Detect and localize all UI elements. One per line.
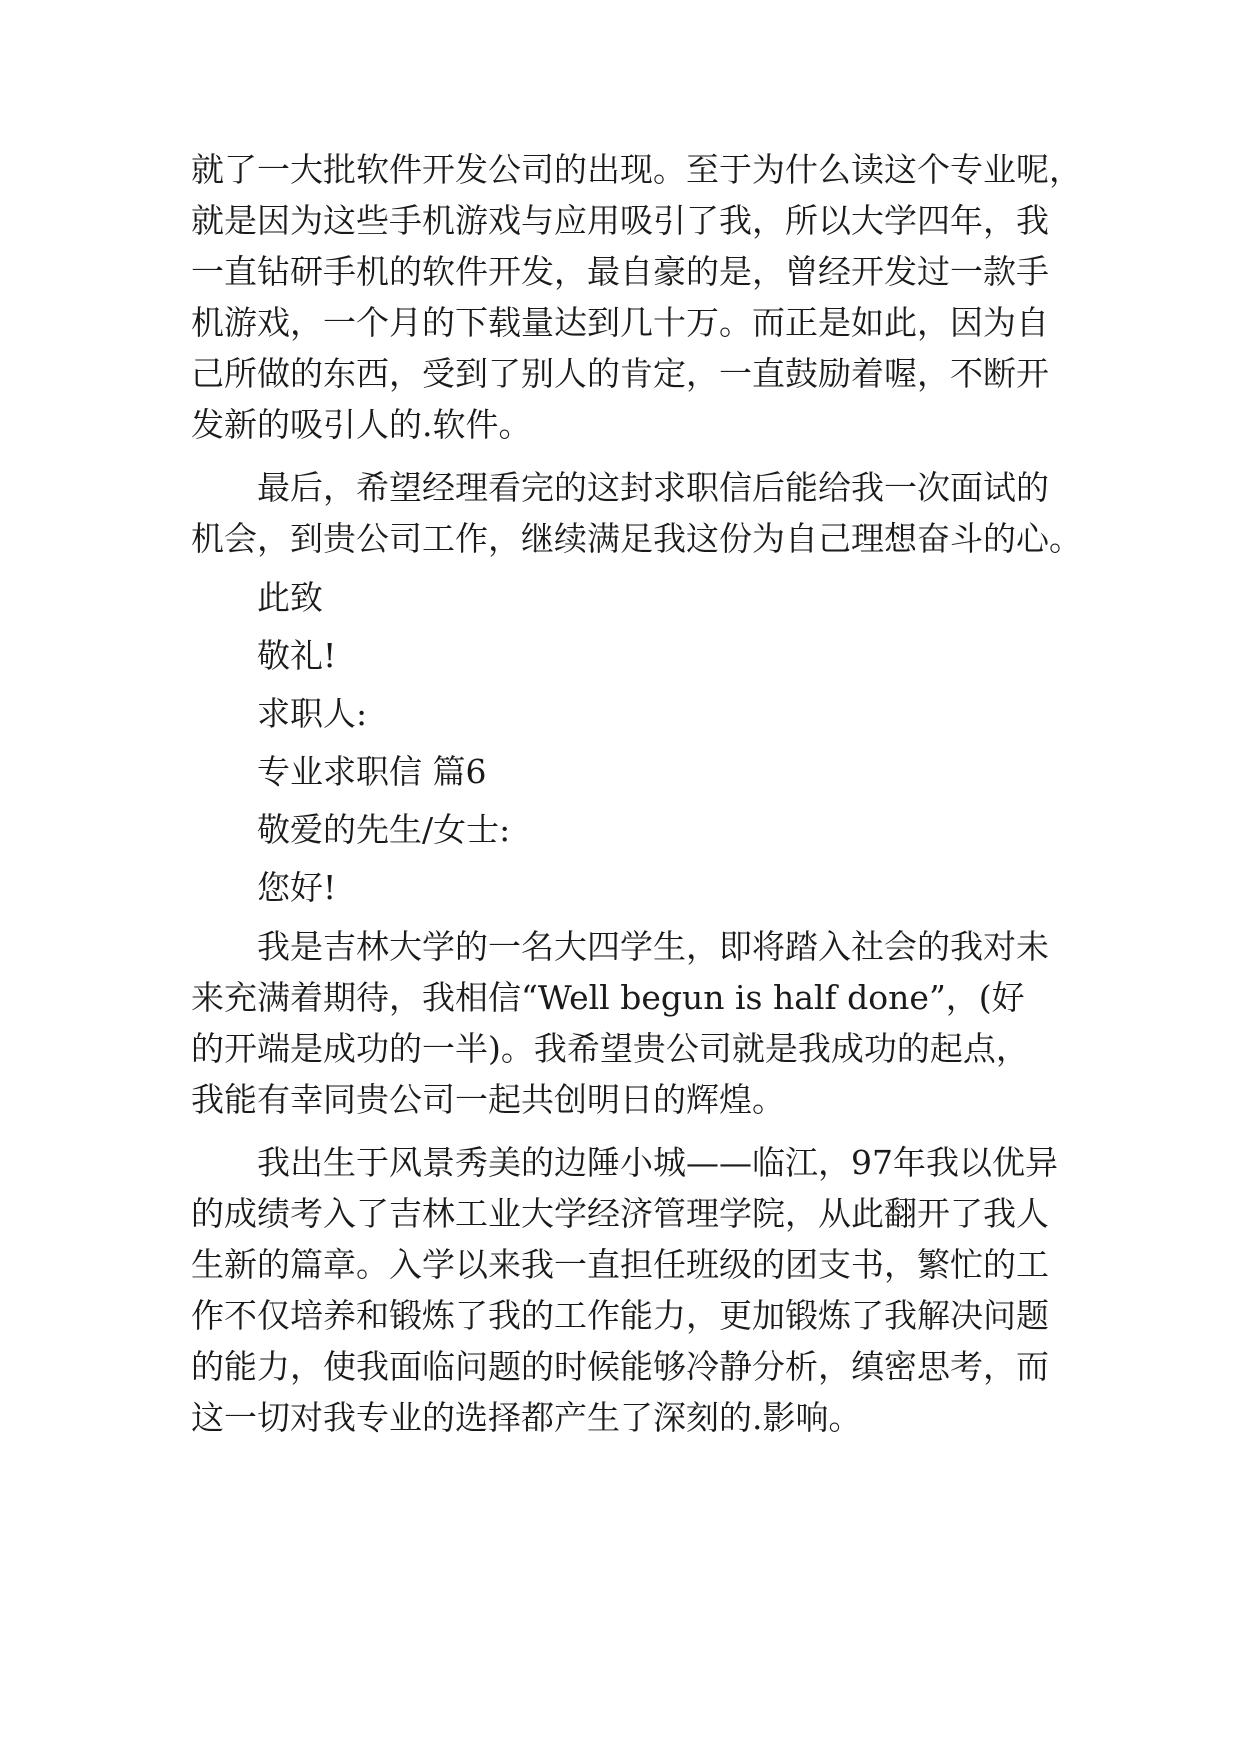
text-line: 己所做的东西，受到了别人的肯定，一直鼓励着喔，不断开 xyxy=(191,354,1049,393)
text-line: 来充满着期待，我相信“Well begun is half done”，(好 xyxy=(191,978,1025,1017)
text-line: 生新的篇章。入学以来我一直担任班级的团支书，繁忙的工 xyxy=(191,1245,1049,1284)
text-line: 我能有幸同贵公司一起共创明日的辉煌。 xyxy=(191,1080,785,1119)
text-line: 发新的吸引人的.软件。 xyxy=(191,405,532,444)
text-line: 就是因为这些手机游戏与应用吸引了我，所以大学四年，我 xyxy=(191,201,1049,240)
text-line: 最后，希望经理看完的这封求职信后能给我一次面试的 xyxy=(257,468,1049,507)
text-line: 作不仅培养和锻炼了我的工作能力，更加锻炼了我解决问题 xyxy=(191,1296,1049,1335)
text-line: 一直钻研手机的软件开发，最自豪的是，曾经开发过一款手 xyxy=(191,252,1049,291)
text-line: 这一切对我专业的选择都产生了深刻的.影响。 xyxy=(191,1398,862,1437)
text-line: 就了一大批软件开发公司的出现。至于为什么读这个专业呢， xyxy=(191,150,1082,189)
text-line: 敬爱的先生/女士: xyxy=(257,810,511,849)
text-line: 的开端是成功的一半)。我希望贵公司就是我成功的起点， xyxy=(191,1029,1029,1068)
text-line: 机会，到贵公司工作，继续满足我这份为自己理想奋斗的心。 xyxy=(191,519,1082,558)
text-line: 的能力，使我面临问题的时候能够冷静分析，缜密思考，而 xyxy=(191,1347,1049,1386)
text-line: 您好! xyxy=(257,868,337,907)
text-line: 的成绩考入了吉林工业大学经济管理学院，从此翻开了我人 xyxy=(191,1194,1049,1233)
text-line: 机游戏，一个月的下载量达到几十万。而正是如此，因为自 xyxy=(191,303,1049,342)
text-line: 我出生于风景秀美的边陲小城——临江，97年我以优异 xyxy=(257,1143,1058,1182)
text-line: 敬礼! xyxy=(257,636,337,675)
text-line: 此致 xyxy=(257,578,323,617)
text-line: 求职人: xyxy=(257,694,368,733)
text-line: 我是吉林大学的一名大四学生，即将踏入社会的我对未 xyxy=(257,927,1049,966)
section-heading: 专业求职信 篇6 xyxy=(257,752,487,791)
